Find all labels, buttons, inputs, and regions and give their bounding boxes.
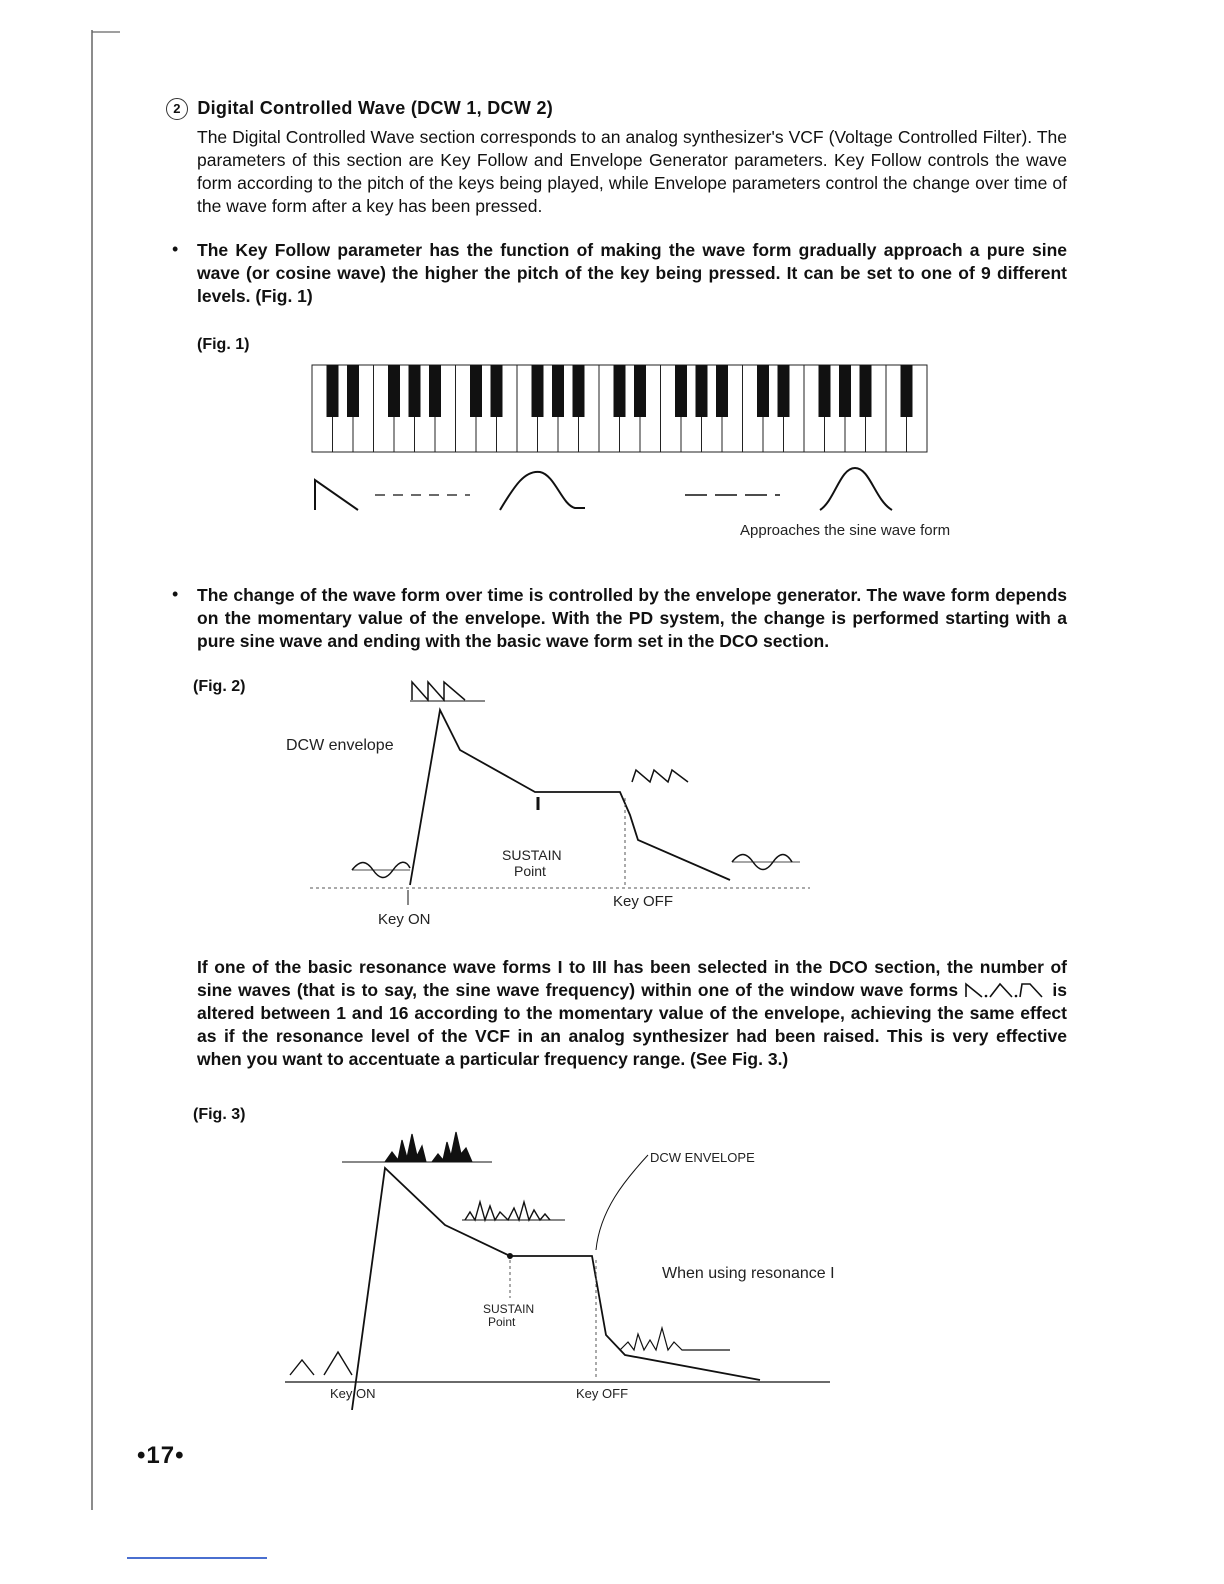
black-key <box>552 365 564 417</box>
black-key <box>532 365 544 417</box>
black-key <box>409 365 421 417</box>
black-key <box>491 365 503 417</box>
fig3-mid-resonance-burst <box>465 1202 550 1220</box>
black-key <box>757 365 769 417</box>
footer-rule <box>127 1557 267 1559</box>
black-key <box>839 365 851 417</box>
fig3-top-resonance-burst <box>385 1132 472 1162</box>
fig3-callout-line <box>596 1155 648 1250</box>
section-title: Digital Controlled Wave (DCW 1, DCW 2) <box>197 98 554 118</box>
fig2-envelope-label: DCW envelope <box>286 737 394 754</box>
fig1-sawtooth-wave <box>315 480 358 510</box>
fig3-resonance-figure <box>280 1120 880 1410</box>
fig2-key-off-label: Key OFF <box>613 893 674 910</box>
fig2-label: (Fig. 2) <box>193 678 246 695</box>
fig3-sustain-label-1: SUSTAIN <box>483 1302 535 1316</box>
fig3-resonance-note: When using resonance I <box>662 1265 835 1282</box>
fig3-left-wave <box>290 1352 352 1375</box>
fig3-envelope-label: DCW ENVELOPE <box>650 1150 755 1165</box>
fig3-key-off-label: Key OFF <box>576 1386 629 1401</box>
resonance-paragraph <box>197 956 1067 1071</box>
black-key <box>388 365 400 417</box>
black-key <box>860 365 872 417</box>
fig2-sustain-label-1: SUSTAIN <box>502 847 562 863</box>
black-key <box>429 365 441 417</box>
black-key <box>778 365 790 417</box>
page-number: •17• <box>137 1442 185 1469</box>
key-follow-paragraph: The Key Follow parameter has the function of making the wave form gradually approach a pure sine wave (or cosine wave) the higher the pitch of the key being pressed. It can be set to one of 9 different levels. (Fig. 1) <box>197 240 1067 306</box>
section-number-badge: 2 <box>166 98 188 120</box>
window-waveforms-icon <box>964 981 1046 999</box>
fig3-sustain-label-2: Point <box>488 1315 516 1329</box>
bullet-dot: • <box>172 239 179 259</box>
black-key <box>614 365 626 417</box>
keyboard-illustration <box>312 365 927 452</box>
fig2-sustain-label-2: Point <box>514 863 546 879</box>
section-heading <box>166 98 553 120</box>
black-key <box>573 365 585 417</box>
fig2-key-on-label: Key ON <box>378 911 431 928</box>
binding-margin <box>0 0 140 1584</box>
fig3-key-on-label: Key ON <box>330 1386 376 1401</box>
fig2-envelope-curve <box>410 710 730 885</box>
fig1-intermediate-wave <box>500 472 585 510</box>
fig1-sine-wave <box>820 468 892 510</box>
resonance-text-part2: is altered between 1 and 16 according to the momentary value of the envelope, achieving the same effect as if the resonance level of the VCF in an analog synthesizer had been raised. This is very effective when you want to accentuate a particular frequency range. (See Fig. 3.) <box>197 980 1067 1069</box>
black-key <box>347 365 359 417</box>
fig3-envelope-curve <box>352 1168 760 1410</box>
fig3-label: (Fig. 3) <box>193 1106 246 1123</box>
fig1-caption: Approaches the sine wave form <box>740 522 951 539</box>
fig1-keyboard-figure <box>300 360 1020 550</box>
fig1-label: (Fig. 1) <box>197 336 250 353</box>
black-key <box>819 365 831 417</box>
envelope-paragraph: The change of the wave form over time is controlled by the envelope generator. The wave form depends on the momentary value of the envelope. With the PD system, the change is performed starting with a pure sine wave and ending with the basic wave form set in the DCO section. <box>197 585 1067 651</box>
black-key <box>716 365 728 417</box>
fig2-mid-sawtooth-icon <box>632 770 688 782</box>
fig2-envelope-figure <box>270 670 830 940</box>
intro-paragraph: The Digital Controlled Wave section corresponds to an analog synthesizer's VCF (Voltage Controlled Filter). The parameters of this section are Key Follow and Envelope Generator parameters. Key Follow controls the wave form according to the pitch of the keys being played, while Envelope parameters control the change over time of the wave form after a key has been pressed. <box>197 127 1067 216</box>
black-key <box>327 365 339 417</box>
black-key <box>675 365 687 417</box>
black-key <box>634 365 646 417</box>
black-key <box>901 365 913 417</box>
fig3-right-resonance-burst <box>620 1328 730 1350</box>
fig2-sawtooth-icon <box>412 682 465 700</box>
black-key <box>470 365 482 417</box>
black-key <box>696 365 708 417</box>
resonance-text-part1: If one of the basic resonance wave forms I to III has been selected in the DCO section, the number of sine waves (that is to say, the sine wave frequency) within one of the window wave forms <box>197 957 1067 1000</box>
bullet-dot: • <box>172 584 179 604</box>
